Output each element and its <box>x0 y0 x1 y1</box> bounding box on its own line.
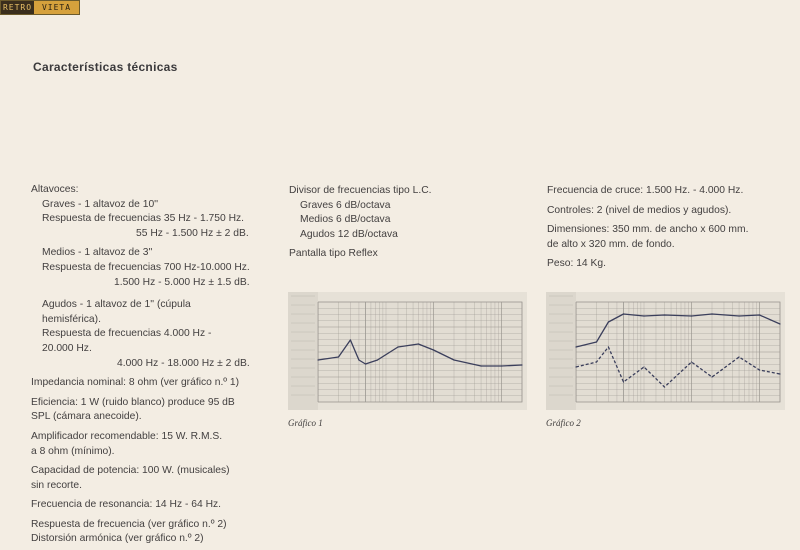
capacidad-line-2: sin recorte. <box>31 479 82 491</box>
response-curve-point <box>623 313 624 314</box>
peso-line: Peso: 14 Kg. <box>547 258 606 270</box>
impedance-curve-point <box>350 339 351 340</box>
response-curve-point <box>711 313 712 314</box>
controles-line: Controles: 2 (nivel de medios y agudos). <box>547 204 732 216</box>
impedance-curve-point <box>433 349 434 350</box>
impedance-curve-point <box>358 359 359 360</box>
divisor-line: Divisor de frecuencias tipo L.C. <box>289 185 432 196</box>
agudos-response-3: 4.000 Hz - 18.000 Hz ± 2 dB. <box>117 357 250 369</box>
response-curve-point <box>596 341 597 342</box>
distortion-curve-point <box>664 386 665 387</box>
response-curve-point <box>664 314 665 315</box>
distorsion-line: Distorsión armónica (ver gráfico n.º 2) <box>31 533 204 545</box>
divisor-agudos: Agudos 12 dB/octava <box>300 228 398 240</box>
amplificador-line-1: Amplificador recomendable: 15 W. R.M.S. <box>31 430 223 442</box>
distortion-curve-point <box>608 346 609 347</box>
site-badge <box>0 0 80 15</box>
response-curve-point <box>643 315 644 316</box>
impedance-curve-point <box>397 346 398 347</box>
impedance-curve-point <box>453 359 454 360</box>
capacidad-line-1: Capacidad de potencia: 100 W. (musicales) <box>31 465 230 477</box>
label-strip <box>288 292 318 410</box>
graves-line: Graves - 1 altavoz de 10'' <box>42 198 159 210</box>
eficiencia-line-1: Eficiencia: 1 W (ruido blanco) produce 95 dB <box>31 396 235 408</box>
distortion-curve-point <box>711 376 712 377</box>
amplificador-line-2: a 8 ohm (mínimo). <box>31 445 115 457</box>
grafico-2-chart <box>546 292 785 410</box>
dimensiones-line-2: de alto x 320 mm. de fondo. <box>547 238 675 250</box>
response-curve-point <box>759 314 760 315</box>
agudos-response-1: Respuesta de frecuencias 4.000 Hz - <box>42 328 212 340</box>
grafico-2-svg <box>546 292 785 410</box>
impedance-curve-point <box>521 364 522 365</box>
specs-column-2 <box>289 184 519 262</box>
distortion-curve-point <box>596 361 597 362</box>
badge-left: RETRO <box>2 3 33 12</box>
impedance-curve-point <box>365 363 366 364</box>
grafico-1-svg <box>288 292 527 410</box>
response-curve-point <box>575 346 576 347</box>
distortion-curve-point <box>575 366 576 367</box>
distortion-curve-point <box>779 373 780 374</box>
cruce-line: Frecuencia de cruce: 1.500 Hz. - 4.000 Hz. <box>547 185 744 196</box>
medios-line: Medios - 1 altavoz de 3'' <box>42 247 153 259</box>
grafico-1-caption: Gráfico 1 <box>288 418 323 428</box>
distortion-curve-point <box>643 366 644 367</box>
pantalla-line: Pantalla tipo Reflex <box>289 248 378 260</box>
graves-response-2: 55 Hz - 1.500 Hz ± 2 dB. <box>136 227 249 239</box>
medios-response-1: Respuesta de frecuencias 700 Hz-10.000 Hz. <box>42 261 250 273</box>
divisor-graves: Graves 6 dB/octava <box>300 199 391 211</box>
respuesta-line: Respuesta de frecuencia (ver gráfico n.º 2) <box>31 518 227 530</box>
graves-response-1: Respuesta de frecuencias 35 Hz - 1.750 Hz. <box>42 213 245 225</box>
impedance-curve-point <box>480 365 481 366</box>
badge-right: VIETA <box>41 3 72 12</box>
grafico-1-chart <box>288 292 527 410</box>
response-curve-point <box>779 323 780 324</box>
impedance-curve-point <box>377 359 378 360</box>
distortion-curve-point <box>623 381 624 382</box>
specs-column-1 <box>31 183 276 547</box>
response-curve-point <box>738 315 739 316</box>
impedance-curve-point <box>418 343 419 344</box>
eficiencia-line-2: SPL (cámara anecoide). <box>31 411 142 423</box>
impedance-curve-point <box>501 365 502 366</box>
agudos-line-2: hemisférica). <box>42 313 101 325</box>
impedancia-line: Impedancia nominal: 8 ohm (ver gráfico n.º 1) <box>31 377 240 389</box>
response-curve-point <box>691 315 692 316</box>
page-title: Características técnicas <box>33 60 178 74</box>
response-curve-point <box>608 321 609 322</box>
distortion-curve-point <box>759 369 760 370</box>
impedance-curve-point <box>338 356 339 357</box>
specs-column-3 <box>547 184 787 272</box>
medios-response-2: 1.500 Hz - 5.000 Hz ± 1.5 dB. <box>114 276 250 288</box>
divisor-medios: Medios 6 dB/octava <box>300 214 391 226</box>
grafico-2-caption: Gráfico 2 <box>546 418 581 428</box>
agudos-line-1: Agudos - 1 altavoz de 1'' (cúpula <box>42 299 191 311</box>
agudos-response-2: 20.000 Hz. <box>42 342 92 354</box>
resonancia-line: Frecuencia de resonancia: 14 Hz - 64 Hz. <box>31 499 222 511</box>
altavoces-heading: Altavoces: <box>31 184 79 195</box>
impedance-curve-point <box>317 359 318 360</box>
dimensiones-line-1: Dimensiones: 350 mm. de ancho x 600 mm. <box>547 224 749 236</box>
distortion-curve-point <box>738 356 739 357</box>
distortion-curve-point <box>691 361 692 362</box>
label-strip <box>546 292 576 410</box>
